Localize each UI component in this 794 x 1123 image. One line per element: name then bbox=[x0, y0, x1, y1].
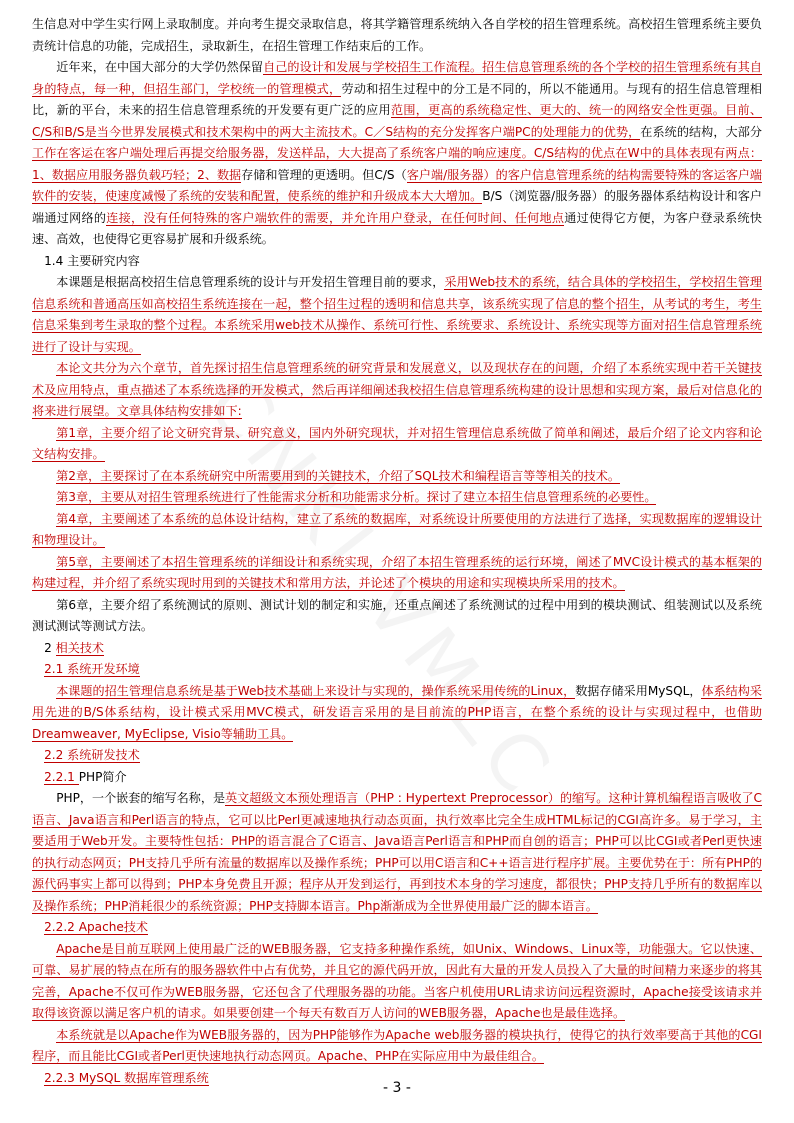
paragraph bbox=[32, 272, 762, 358]
heading-number: 2 bbox=[44, 640, 56, 655]
text-run: PHP，一个嵌套的缩写名称，是 bbox=[56, 791, 226, 805]
document-page bbox=[32, 14, 762, 1089]
text-run: 近年来，在中国大部分的大学仍然保留 bbox=[56, 60, 264, 74]
highlighted-text: 本课题的招生管理信息系统是基于Web技术基础上来设计与实现的，操作系统采用传统的Linux， bbox=[56, 683, 576, 698]
chapter-item bbox=[32, 509, 762, 552]
heading-text: 2.2 系统研发技术 bbox=[44, 748, 140, 762]
paragraph: 生信息对中学生实行网上录取制度。并向考生提交录取信息，将其学籍管理系统纳入各自学校的招生管理系统。高校招生管理系统主要负责统计信息的功能，完成招生，录取新生，在招生管理工作结束后的工作。 bbox=[32, 17, 762, 53]
text-run: 通过使得它方便，为客户登录系统快速、高效，也使得它更容易扩展和升级系统。 bbox=[32, 210, 762, 246]
highlighted-text: 自己的设计和发展与学校招生工作流程。招生信息管理系统的各个学校的招生管理系统有其自身的特点，每一种，但招生部门，学校统一的管理模式， bbox=[32, 60, 762, 96]
paragraph bbox=[32, 788, 762, 917]
highlighted-text: 本系统就是以Apache作为WEB服务器的，因为PHP能够作为Apache web服务器的模块执行，使得它的执行效率要高于其他的CGI程序，而且能比CGI或者Perl更快速地执行动态网页。Apache、PHP在实际应用中为最佳组合。 bbox=[32, 1027, 762, 1063]
text-run: 在系统的结构，大部分 bbox=[640, 124, 762, 139]
section-heading bbox=[32, 745, 762, 767]
heading-text: 相关技术 bbox=[55, 640, 105, 655]
text-run: 存储和管理的更透明。但C/S（ bbox=[241, 167, 407, 182]
highlighted-text: 范围，更高的系统稳定性、更大的、统一的网络安全性更强。目前、C/S和B/S是当今世界发展模式和技术架构中的两大主流技术。C／S结构的充分发挥客户端PC的处理能力的优势， bbox=[32, 103, 762, 139]
highlighted-text: 第2章，主要探讨了在本系统研究中所需要用到的关键技术，介绍了SQL技术和编程语言等等相关的技术。 bbox=[56, 468, 620, 483]
highlighted-text: 英文超级文本预处理语言（PHP : Hypertext Preprocessor）的缩写。这种计算机编程语言吸收了C语言、Java语言和Perl语言的特点，它可以比Perl更减速地执行动态页面，执行效率比完全生成HTML标记的CGI高许多。易于学习，主要适用于Web开发。主要特性包括：PHP的语言混合了C语言、Java语言Perl语言和PHP而自创的语言；PHP可以比CGI或者Perl更快速的执行动态网页；PH支持几乎所有流量的数据库以及操作系统；PHP可以用C语言和C++语言进行程序扩展。主要优势在于：所有PHP的源代码事实上都可以得到；PHP本身免费且开源；程序从开发到运行，再到技术本身的学习速度，都很快；PHP支持几乎所有的数据库以及操作系统；PHP消耗很少的系统资源；PHP支持脚本语言。Php渐渐成为全世界使用最广泛的脚本语言。 bbox=[32, 791, 763, 913]
paragraph bbox=[32, 57, 762, 251]
paragraph bbox=[32, 939, 762, 1025]
chapter-item: 第6章，主要介绍了系统测试的原则、测试计划的制定和实施，还重点阐述了系统测试的过程中用到的模块测试、组装测试以及系统测试测试等测试方法。 bbox=[32, 597, 762, 633]
chapter-item bbox=[32, 466, 762, 488]
chapter-item bbox=[32, 487, 762, 509]
page-number: - 3 - bbox=[383, 1080, 411, 1096]
text-run: 数据存储采用MySQL， bbox=[575, 683, 702, 698]
text-run: 劳动和招生过程中的分工是不同的，所以不能通用。与现有的招生信息管理相比，新的平台，未来的招生信息管理系统的开发要有更广泛的应用 bbox=[32, 81, 762, 117]
highlighted-text: 本论文共分为六个章节，首先探讨招生信息管理系统的研究背景和发展意义，以及现状存在的问题，介绍了本系统实现中若干关键技术及应用特点，重点描述了本系统选择的开发模式，然后再详细阐述我校招生信息管理系统构建的设计思想和实现方案，最后对信息化的将来进行展望。文章具体结构安排如下: bbox=[32, 361, 762, 418]
section-heading bbox=[32, 638, 762, 660]
highlighted-text: 体系结构采用先进的B/S体系结构，设计模式采用MVC模式，研发语言采用的是目前流的PHP语言，在整个系统的设计与实现过程中，也借助Dreamweaver, MyEclipse, Visio等辅助工具。 bbox=[32, 683, 762, 741]
highlighted-text: 工作在客运在客户端处理后再提交给服务器，发送样品，大大提高了系统客户端的响应速度。C/S结构的优点在W中的具体表现有两点：1、数据应用服务器负载巧轻；2、数据 bbox=[32, 146, 762, 182]
text-run: 本课题是根据高校招生信息管理系统的设计与开发招生管理目前的要求， bbox=[56, 275, 445, 289]
heading-text: 2.1 系统开发环境 bbox=[44, 662, 140, 676]
section-heading bbox=[32, 659, 762, 681]
paragraph bbox=[32, 1025, 762, 1068]
section-heading: 1.4 主要研究内容 bbox=[44, 253, 140, 268]
paragraph bbox=[32, 681, 762, 746]
text-run: B/S（浏览器/服务器）的服务器体系结构设计和客户端通过网络的 bbox=[32, 189, 762, 225]
chapter-item bbox=[32, 423, 762, 466]
section-heading bbox=[32, 917, 762, 939]
heading-text: PHP简介 bbox=[78, 769, 127, 784]
highlighted-text: 第4章，主要阐述了本系统的总体设计结构，建立了系统的数据库，对系统设计所要使用的方法进行了选择，实现数据库的逻辑设计和物理设计。 bbox=[32, 511, 762, 547]
highlighted-text: Apache是目前互联网上使用最广泛的WEB服务器，它支持多种操作系统，如Unix、Windows、Linux等，功能强大。它以快速、可靠、易扩展的特点在所有的服务器软件中占有优势，并且它的源代码开放，因此有大量的开发人员投入了大量的时间精力来逐步的将其完善，Apache不仅可作为WEB服务器，它还包含了代理服务器的功能。当客户机使用URL请求访问远程资源时，Apache接受该请求并取得该资源以满足客户机的请求。如果要创建一个每天有数百万人访问的WEB服务器，Apache也是最佳选择。 bbox=[32, 941, 762, 1020]
section-heading bbox=[32, 767, 762, 789]
highlighted-text: 第5章，主要阐述了本招生管理系统的详细设计和系统实现，介绍了本招生管理系统的运行环境，阐述了MVC设计模式的基本框架的构建过程，并介绍了系统实现时用到的关键技术和常用方法，并论述了个模块的用途和实现模块所采用的技术。 bbox=[32, 554, 762, 590]
highlighted-text: 连接，没有任何特殊的客户端软件的需要，并允许用户登录，在任何时间、任何地点 bbox=[106, 210, 565, 225]
heading-number: 2.2.1 bbox=[44, 769, 79, 784]
highlighted-text: 采用Web技术的系统，结合具体的学校招生，学校招生管理信息系统和普通高压如高校招生系统连接在一起，整个招生过程的透明和信息共享，该系统实现了信息的整个招生，从考试的考生，考生信息采集到考生录取的整个过程。本系统采用web技术从操作、系统可行性、系统要求、系统设计、系统实现等方面对招生信息管理系统进行了设计与实现。 bbox=[32, 275, 762, 354]
paragraph bbox=[32, 358, 762, 423]
heading-text: 2.2.2 Apache技术 bbox=[44, 920, 149, 934]
highlighted-text: 第3章，主要从对招生管理系统进行了性能需求分析和功能需求分析。探讨了建立本招生信息管理系统的必要性。 bbox=[56, 490, 657, 504]
chapter-item bbox=[32, 552, 762, 595]
heading-text: 2.2.3 MySQL 数据库管理系统 bbox=[44, 1070, 209, 1085]
highlighted-text: 第1章，主要介绍了论文研究背景、研究意义，国内外研究现状，并对招生管理信息系统做了简单和阐述，最后介绍了论文内容和论文结构安排。 bbox=[32, 425, 762, 461]
highlighted-text: 客户端/服务器）的客户信息管理系统的结构需要特殊的客运客户端软件的安装，使速度减慢了系统的安装和配置，使系统的维护和升级成本大大增加。 bbox=[32, 167, 763, 203]
